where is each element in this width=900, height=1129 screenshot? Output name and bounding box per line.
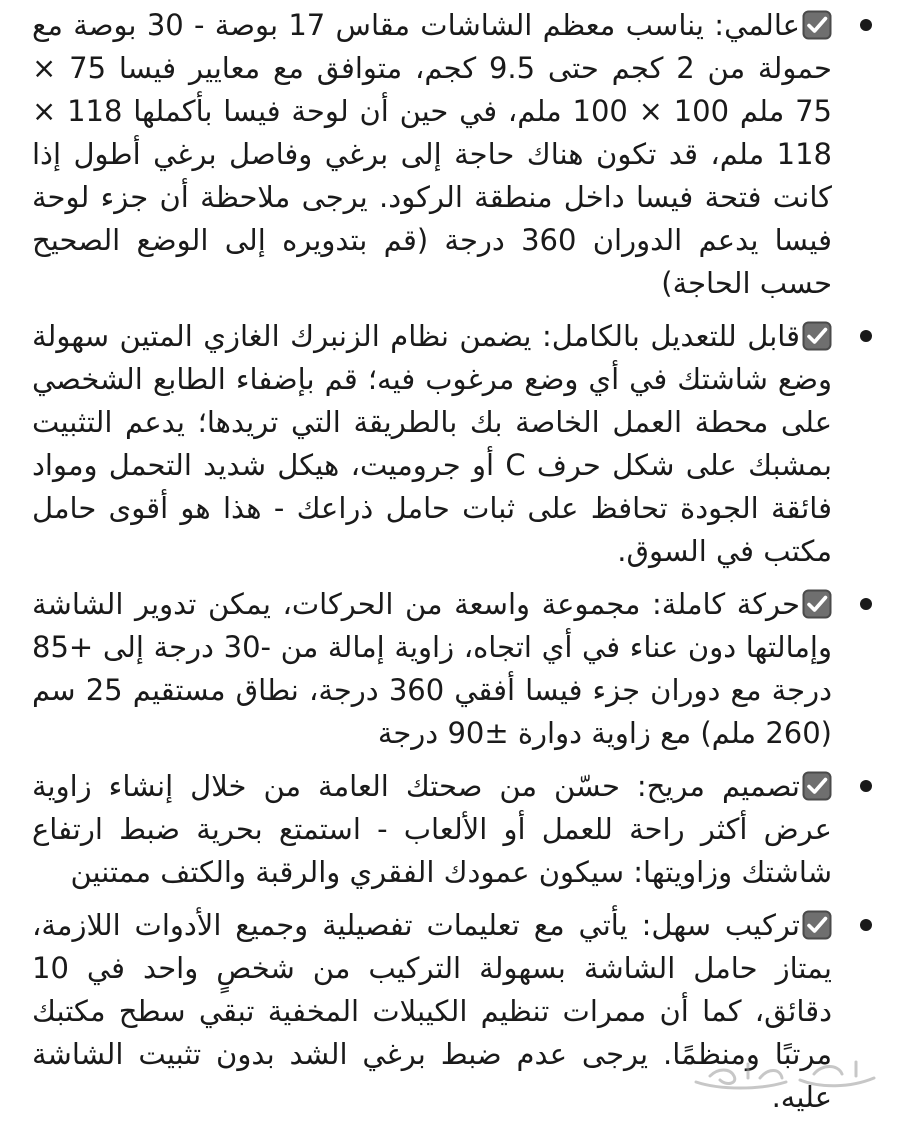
check-box-icon: [802, 589, 832, 619]
bullet-icon: [860, 598, 872, 610]
check-box-icon: [802, 10, 832, 40]
check-box-icon: [802, 321, 832, 351]
feature-text: تركيب سهل: يأتي مع تعليمات تفصيلية وجميع الأدوات اللازمة، يمتاز حامل الشاشة بسهولة التركيب من شخصٍ واحد في 10 دقائق، كما أن ممرات تنظيم الكيبلات المخفية تبقي سطح مكتبك مرتبًا ومنظمًا. يرجى عدم ضبط برغي الشد بدون تثبيت الشاشة عليه.: [32, 908, 832, 1114]
watermark-logo: [690, 1056, 880, 1092]
list-item: [20, 583, 876, 755]
feature-list: [20, 4, 876, 1119]
bullet-icon: [860, 19, 872, 31]
bullet-icon: [860, 780, 872, 792]
bullet-icon: [860, 330, 872, 342]
list-item: [20, 765, 876, 894]
list-item: [20, 4, 876, 305]
feature-text: قابل للتعديل بالكامل: يضمن نظام الزنبرك الغازي المتين سهولة وضع شاشتك في أي وضع مرغوب فيه؛ قم بإضفاء الطابع الشخصي على محطة العمل الخاصة بك بالطريقة التي تريدها؛ يدعم التثبيت بمشبك على شكل حرف C أو جروميت، هيكل شديد التحمل ومواد فائقة الجودة تحافظ على ثبات حامل ذراعك - هذا هو أقوى حامل مكتب في السوق.: [32, 319, 832, 568]
feature-text: حركة كاملة: مجموعة واسعة من الحركات، يمكن تدوير الشاشة وإمالتها دون عناء في أي اتجاه، زاوية إمالة من -30 درجة إلى +85 درجة مع دوران جزء فيسا أفقي 360 درجة، نطاق مستقيم 25 سم (260 ملم) مع زاوية دوارة ±90 درجة: [32, 587, 833, 750]
list-item: [20, 315, 876, 573]
bullet-icon: [860, 919, 872, 931]
feature-text: عالمي: يناسب معظم الشاشات مقاس 17 بوصة - 30 بوصة مع حمولة من 2 كجم حتى 9.5 كجم، متوافق مع معايير فيسا 75 × 75 ملم 100 × 100 ملم، في حين أن لوحة فيسا بأكملها 118 × 118 ملم، قد تكون هناك حاجة إلى برغي وفاصل برغي أطول إذا كانت فتحة فيسا داخل منطقة الركود. يرجى ملاحظة أن جزء لوحة فيسا يدعم الدوران 360 درجة (قم بتدويره إلى الوضع الصحيح حسب الحاجة): [32, 8, 832, 300]
check-box-icon: [802, 771, 832, 801]
check-box-icon: [802, 910, 832, 940]
feature-text: تصميم مريح: حسّن من صحتك العامة من خلال إنشاء زاوية عرض أكثر راحة للعمل أو الألعاب - استمتع بحرية ضبط ارتفاع شاشتك وزاويتها: سيكون عمودك الفقري والرقبة والكتف ممتنين: [32, 769, 832, 889]
product-features-document: [20, 4, 876, 1129]
